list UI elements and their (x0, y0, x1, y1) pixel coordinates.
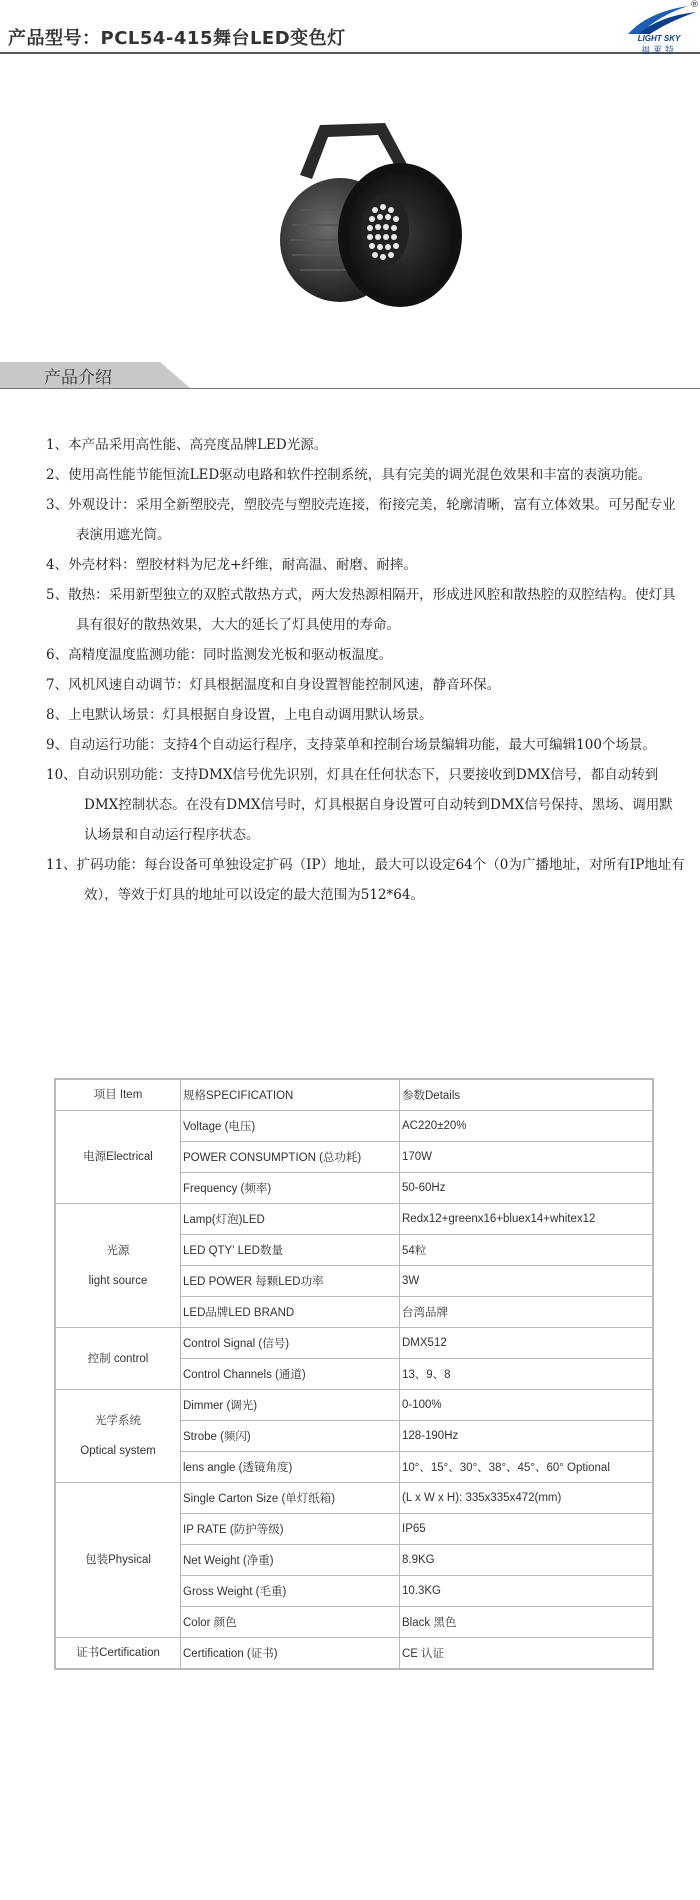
spec-cell: LED品牌LED BRAND (181, 1297, 400, 1328)
spec-cell: LED POWER 每颗LED功率 (181, 1266, 400, 1297)
table-row (55, 1638, 653, 1670)
page-header (0, 0, 700, 58)
value-cell: 8.9KG (400, 1545, 654, 1576)
spec-cell: Dimmer (调光) (181, 1390, 400, 1421)
value-cell: 3W (400, 1266, 654, 1297)
spec-cell: Color 颜色 (181, 1607, 400, 1638)
spec-cell: Frequency (频率) (181, 1173, 400, 1204)
spec-table (54, 1078, 654, 1670)
section-title: 产品介绍 (44, 368, 112, 388)
spec-cell: lens angle (透镜角度) (181, 1452, 400, 1483)
feature-item: 3、外观设计：采用全新塑胶壳，塑胶壳与塑胶壳连接，衔接完美，轮廓清晰，富有立体效果。可另配专业表演用遮光筒。 (46, 497, 676, 543)
value-cell: 170W (400, 1142, 654, 1173)
value-cell: 10°、15°、30°、38°、45°、60° Optional (400, 1452, 654, 1483)
group-label-cn: 光学系统 (95, 1415, 141, 1427)
header-spec: 规格SPECIFICATION (181, 1079, 400, 1111)
spec-cell: Control Channels (通道) (181, 1359, 400, 1390)
value-cell: 13、9、8 (400, 1359, 654, 1390)
brand-logo (618, 2, 700, 54)
spec-cell: Control Signal (信号) (181, 1328, 400, 1359)
group-control: 控制 control (55, 1328, 181, 1390)
feature-item: 10、自动识别功能：支持DMX信号优先识别，灯具在任何状态下，只要接收到DMX信号，都自动转到DMX控制状态。在没有DMX信号时，灯具根据自身设置可自动转到DMX信号保持、黑场、调用默认场景和自动运行程序状态。 (46, 767, 673, 843)
value-cell: 台湾品牌 (400, 1297, 654, 1328)
header-details: 参数Details (400, 1079, 654, 1111)
table-row (55, 1111, 653, 1142)
spec-cell: Gross Weight (毛重) (181, 1576, 400, 1607)
spec-cell: Certification (证书) (181, 1638, 400, 1670)
value-cell: 54粒 (400, 1235, 654, 1266)
group-physical: 包装Physical (55, 1483, 181, 1638)
feature-item: 1、本产品采用高性能、高亮度品牌LED光源。 (46, 437, 328, 453)
group-electrical: 电源Electrical (55, 1111, 181, 1204)
group-label-cn: 光源 (106, 1244, 130, 1257)
value-cell: 128-190Hz (400, 1421, 654, 1452)
spec-cell: POWER CONSUMPTION (总功耗) (181, 1142, 400, 1173)
group-label-en: light source (88, 1274, 148, 1287)
spec-cell: Strobe (频闪) (181, 1421, 400, 1452)
spec-cell: Net Weight (净重) (181, 1545, 400, 1576)
group-label-en: Optical system (80, 1445, 156, 1457)
value-cell: Redx12+greenx16+bluex14+whitex12 (400, 1204, 654, 1235)
value-cell: IP65 (400, 1514, 654, 1545)
spec-cell: IP RATE (防护等级) (181, 1514, 400, 1545)
feature-item: 8、上电默认场景：灯具根据自身设置，上电自动调用默认场景。 (46, 707, 433, 723)
feature-item: 2、使用高性能节能恒流LED驱动电路和软件控制系统，具有完美的调光混色效果和丰富的表演功能。 (46, 467, 652, 483)
header-item: 项目 Item (55, 1079, 181, 1111)
spec-cell: Voltage (电压) (181, 1111, 400, 1142)
table-row (55, 1390, 653, 1421)
product-photo (260, 115, 500, 315)
spec-cell: Single Carton Size (单灯纸箱) (181, 1483, 400, 1514)
header-divider (0, 52, 700, 54)
feature-item: 5、散热：采用新型独立的双腔式散热方式，两大发热源相隔开，形成进风腔和散热腔的双腔结构。使灯具具有很好的散热效果，大大的延长了灯具使用的寿命。 (46, 587, 676, 633)
feature-item: 4、外壳材料：塑胶材料为尼龙+纤维，耐高温、耐磨、耐摔。 (46, 557, 417, 573)
logo-registered-mark: ® (690, 0, 699, 10)
value-cell: CE 认证 (400, 1638, 654, 1670)
value-cell: 0-100% (400, 1390, 654, 1421)
logo-swoosh-icon (618, 2, 700, 36)
value-cell: 50-60Hz (400, 1173, 654, 1204)
section-divider (0, 388, 700, 389)
spec-cell: LED QTY' LED数量 (181, 1235, 400, 1266)
feature-list (46, 430, 686, 910)
group-optical (55, 1390, 181, 1483)
spec-cell: Lamp(灯泡)LED (181, 1204, 400, 1235)
value-cell: Black 黑色 (400, 1607, 654, 1638)
value-cell: (L x W x H): 335x335x472(mm) (400, 1483, 654, 1514)
value-cell: 10.3KG (400, 1576, 654, 1607)
feature-item: 6、高精度温度监测功能：同时监测发光板和驱动板温度。 (46, 647, 393, 663)
logo-english-text: LIGHT SKY (637, 34, 681, 43)
feature-item: 9、自动运行功能：支持4个自动运行程序，支持菜单和控制台场景编辑功能，最大可编辑100个场景。 (46, 737, 656, 753)
value-cell: DMX512 (400, 1328, 654, 1359)
page-title: 产品型号：PCL54-415舞台LED变色灯 (8, 28, 346, 49)
table-row (55, 1204, 653, 1235)
feature-item: 7、风机风速自动调节：灯具根据温度和自身设置智能控制风速，静音环保。 (46, 677, 501, 693)
group-certification: 证书Certification (55, 1638, 181, 1670)
table-row (55, 1483, 653, 1514)
group-light-source (55, 1204, 181, 1328)
table-row (55, 1328, 653, 1359)
feature-item: 11、扩码功能：每台设备可单独设定扩码（IP）地址，最大可以设定64个（0为广播地址，对所有IP地址有效），等效于灯具的地址可以设定的最大范围为512*64。 (46, 857, 685, 903)
value-cell: AC220±20% (400, 1111, 654, 1142)
table-header-row (55, 1079, 653, 1111)
logo-chinese-text: 福莱特 (640, 45, 677, 55)
